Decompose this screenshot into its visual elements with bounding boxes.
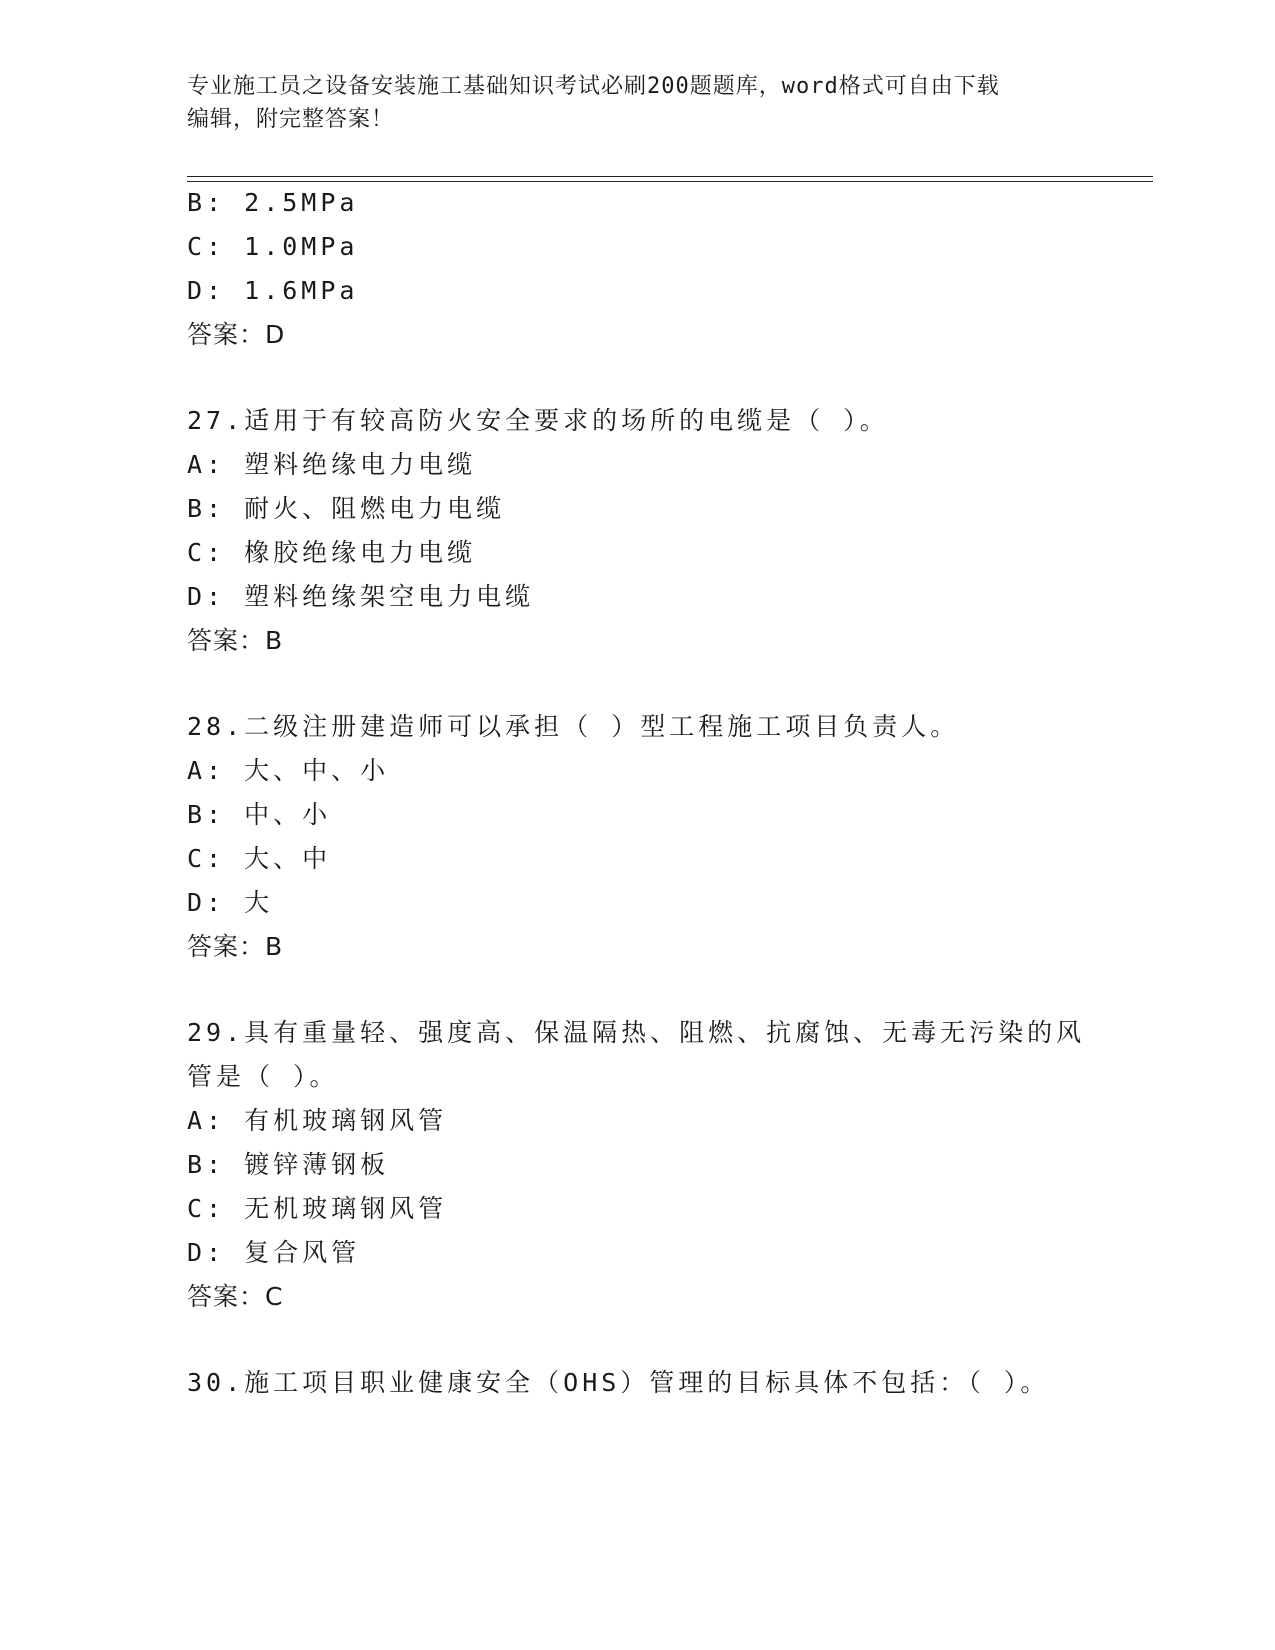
q28-question: 28.二级注册建造师可以承担（ ）型工程施工项目负责人。 [187, 712, 960, 741]
q30-question: 30.施工项目职业健康安全（OHS）管理的目标具体不包括：（ ）。 [187, 1368, 1050, 1397]
q27-option-a: A: 塑料绝缘电力电缆 [187, 450, 477, 479]
q29-question-line-2: 管是（ ）。 [187, 1062, 339, 1091]
q27-option-c: C: 橡胶绝缘电力电缆 [187, 538, 477, 567]
q29-answer: 答案：C [187, 1282, 284, 1311]
q28-option-d: D: 大 [187, 888, 274, 917]
q29-option-d: D: 复合风管 [187, 1238, 361, 1267]
q29-option-b: B: 镀锌薄钢板 [187, 1150, 390, 1179]
header-title-line-1: 专业施工员之设备安装施工基础知识考试必刷200题题库，word格式可自由下载 [187, 74, 1000, 99]
q29-option-c: C: 无机玻璃钢风管 [187, 1194, 448, 1223]
q26-option-d: D: 1.6MPa [187, 276, 359, 305]
q27-question: 27.适用于有较高防火安全要求的场所的电缆是（ ）。 [187, 406, 889, 435]
q26-option-b: B: 2.5MPa [187, 188, 359, 217]
header-title-line-2: 编辑，附完整答案！ [187, 107, 395, 132]
q26-option-c: C: 1.0MPa [187, 232, 359, 261]
q26-answer: 答案：D [187, 320, 286, 349]
q28-option-a: A: 大、中、小 [187, 756, 390, 785]
document-header [187, 70, 1077, 136]
q28-option-c: C: 大、中 [187, 844, 332, 873]
q28-answer: 答案：B [187, 932, 284, 961]
q27-option-b: B: 耐火、阻燃电力电缆 [187, 494, 506, 523]
q29-question-line-1: 29.具有重量轻、强度高、保温隔热、阻燃、抗腐蚀、无毒无污染的风 [187, 1018, 1086, 1047]
q27-option-d: D: 塑料绝缘架空电力电缆 [187, 582, 535, 611]
q29-option-a: A: 有机玻璃钢风管 [187, 1106, 448, 1135]
q27-answer: 答案：B [187, 626, 284, 655]
header-divider [187, 176, 1153, 182]
q28-option-b: B: 中、小 [187, 800, 332, 829]
